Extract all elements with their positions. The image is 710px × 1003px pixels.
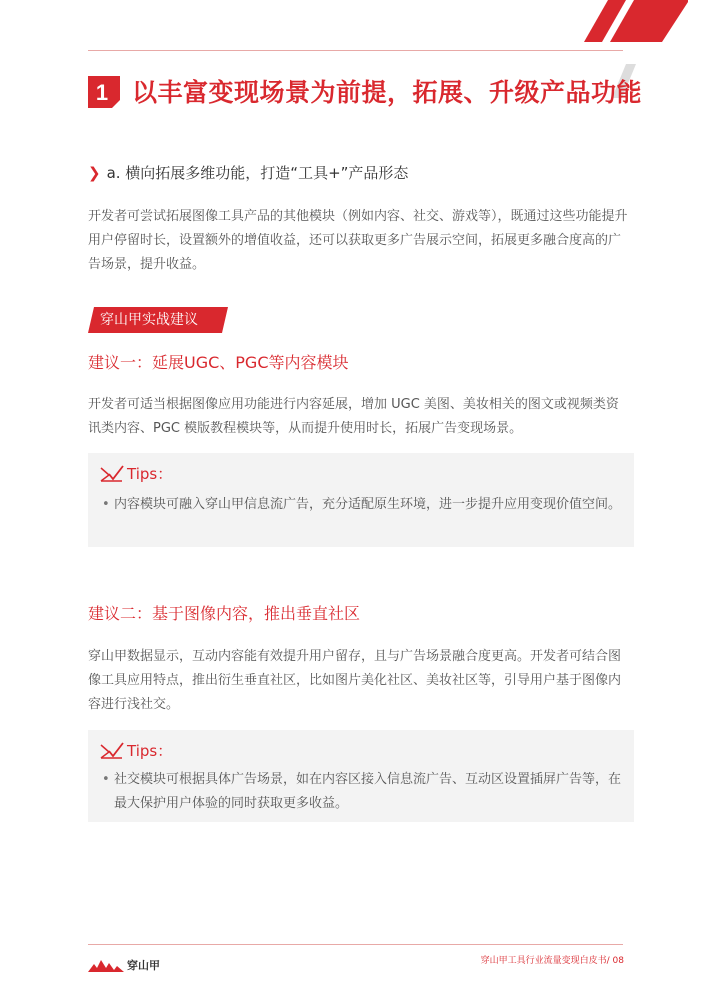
section-number-badge xyxy=(88,76,120,108)
section-number: 1 xyxy=(95,80,109,105)
subheading xyxy=(88,162,408,184)
stripe-decoration xyxy=(578,0,688,42)
tag-label: 穿山甲实战建议 xyxy=(100,312,198,328)
tips-label: Tips： xyxy=(127,465,173,483)
tips-label: Tips： xyxy=(127,742,173,760)
tips-check-icon xyxy=(100,742,124,760)
tips-header xyxy=(100,740,172,762)
footer-page-label: 穿山甲工具行业流量变现白皮书/ 08 xyxy=(480,956,624,966)
section-title: 以丰富变现场景为前提，拓展、升级产品功能 xyxy=(132,78,643,107)
tips-item: • 内容模块可融入穿山甲信息流广告，充分适配原生环境，进一步提升应用变现价值空间。 xyxy=(102,493,622,517)
suggestion-1-body: 开发者可适当根据图像应用功能进行内容延展，增加 UGC 美图、美妆相关的图文或视频类资讯类内容、PGC 模版教程模块等，从而提升使用时长，拓展广告变现场景。 xyxy=(88,397,619,436)
bottom-divider xyxy=(88,944,623,945)
mountain-logo-icon xyxy=(88,958,124,972)
tips-header xyxy=(100,463,172,485)
footer-logo xyxy=(88,954,160,970)
tips-box-2 xyxy=(88,730,634,822)
intro-paragraph: 开发者可尝试拓展图像工具产品的其他模块（例如内容、社交、游戏等），既通过这些功能提升用户停留时长，设置额外的增值收益，还可以获取更多广告展示空间，拓展更多融合度高的广告场景，提升收益。 xyxy=(88,209,628,272)
tips-box-1 xyxy=(88,453,634,547)
subheading-text: a. 横向拓展多维功能，打造“工具+”产品形态 xyxy=(106,164,409,182)
chevron-right-icon: ❯ xyxy=(88,164,101,182)
suggestion-2-title: 建议二：基于图像内容，推出垂直社区 xyxy=(88,604,361,623)
practical-advice-tag xyxy=(88,307,228,333)
top-divider xyxy=(88,50,623,51)
tips-item: • 社交模块可根据具体广告场景，如在内容区接入信息流广告、互动区设置插屏广告等，在最大保护用户体验的同时获取更多收益。 xyxy=(102,768,622,816)
suggestion-1-title: 建议一：延展UGC、PGC等内容模块 xyxy=(88,353,349,372)
footer-logo-text: 穿山甲 xyxy=(127,958,160,972)
suggestion-2-body: 穿山甲数据显示，互动内容能有效提升用户留存，且与广告场景融合度更高。开发者可结合图像工具应用特点，推出衍生垂直社区，比如图片美化社区、美妆社区等，引导用户基于图像内容进行浅社交。 xyxy=(88,649,622,712)
tips-check-icon xyxy=(100,465,124,483)
